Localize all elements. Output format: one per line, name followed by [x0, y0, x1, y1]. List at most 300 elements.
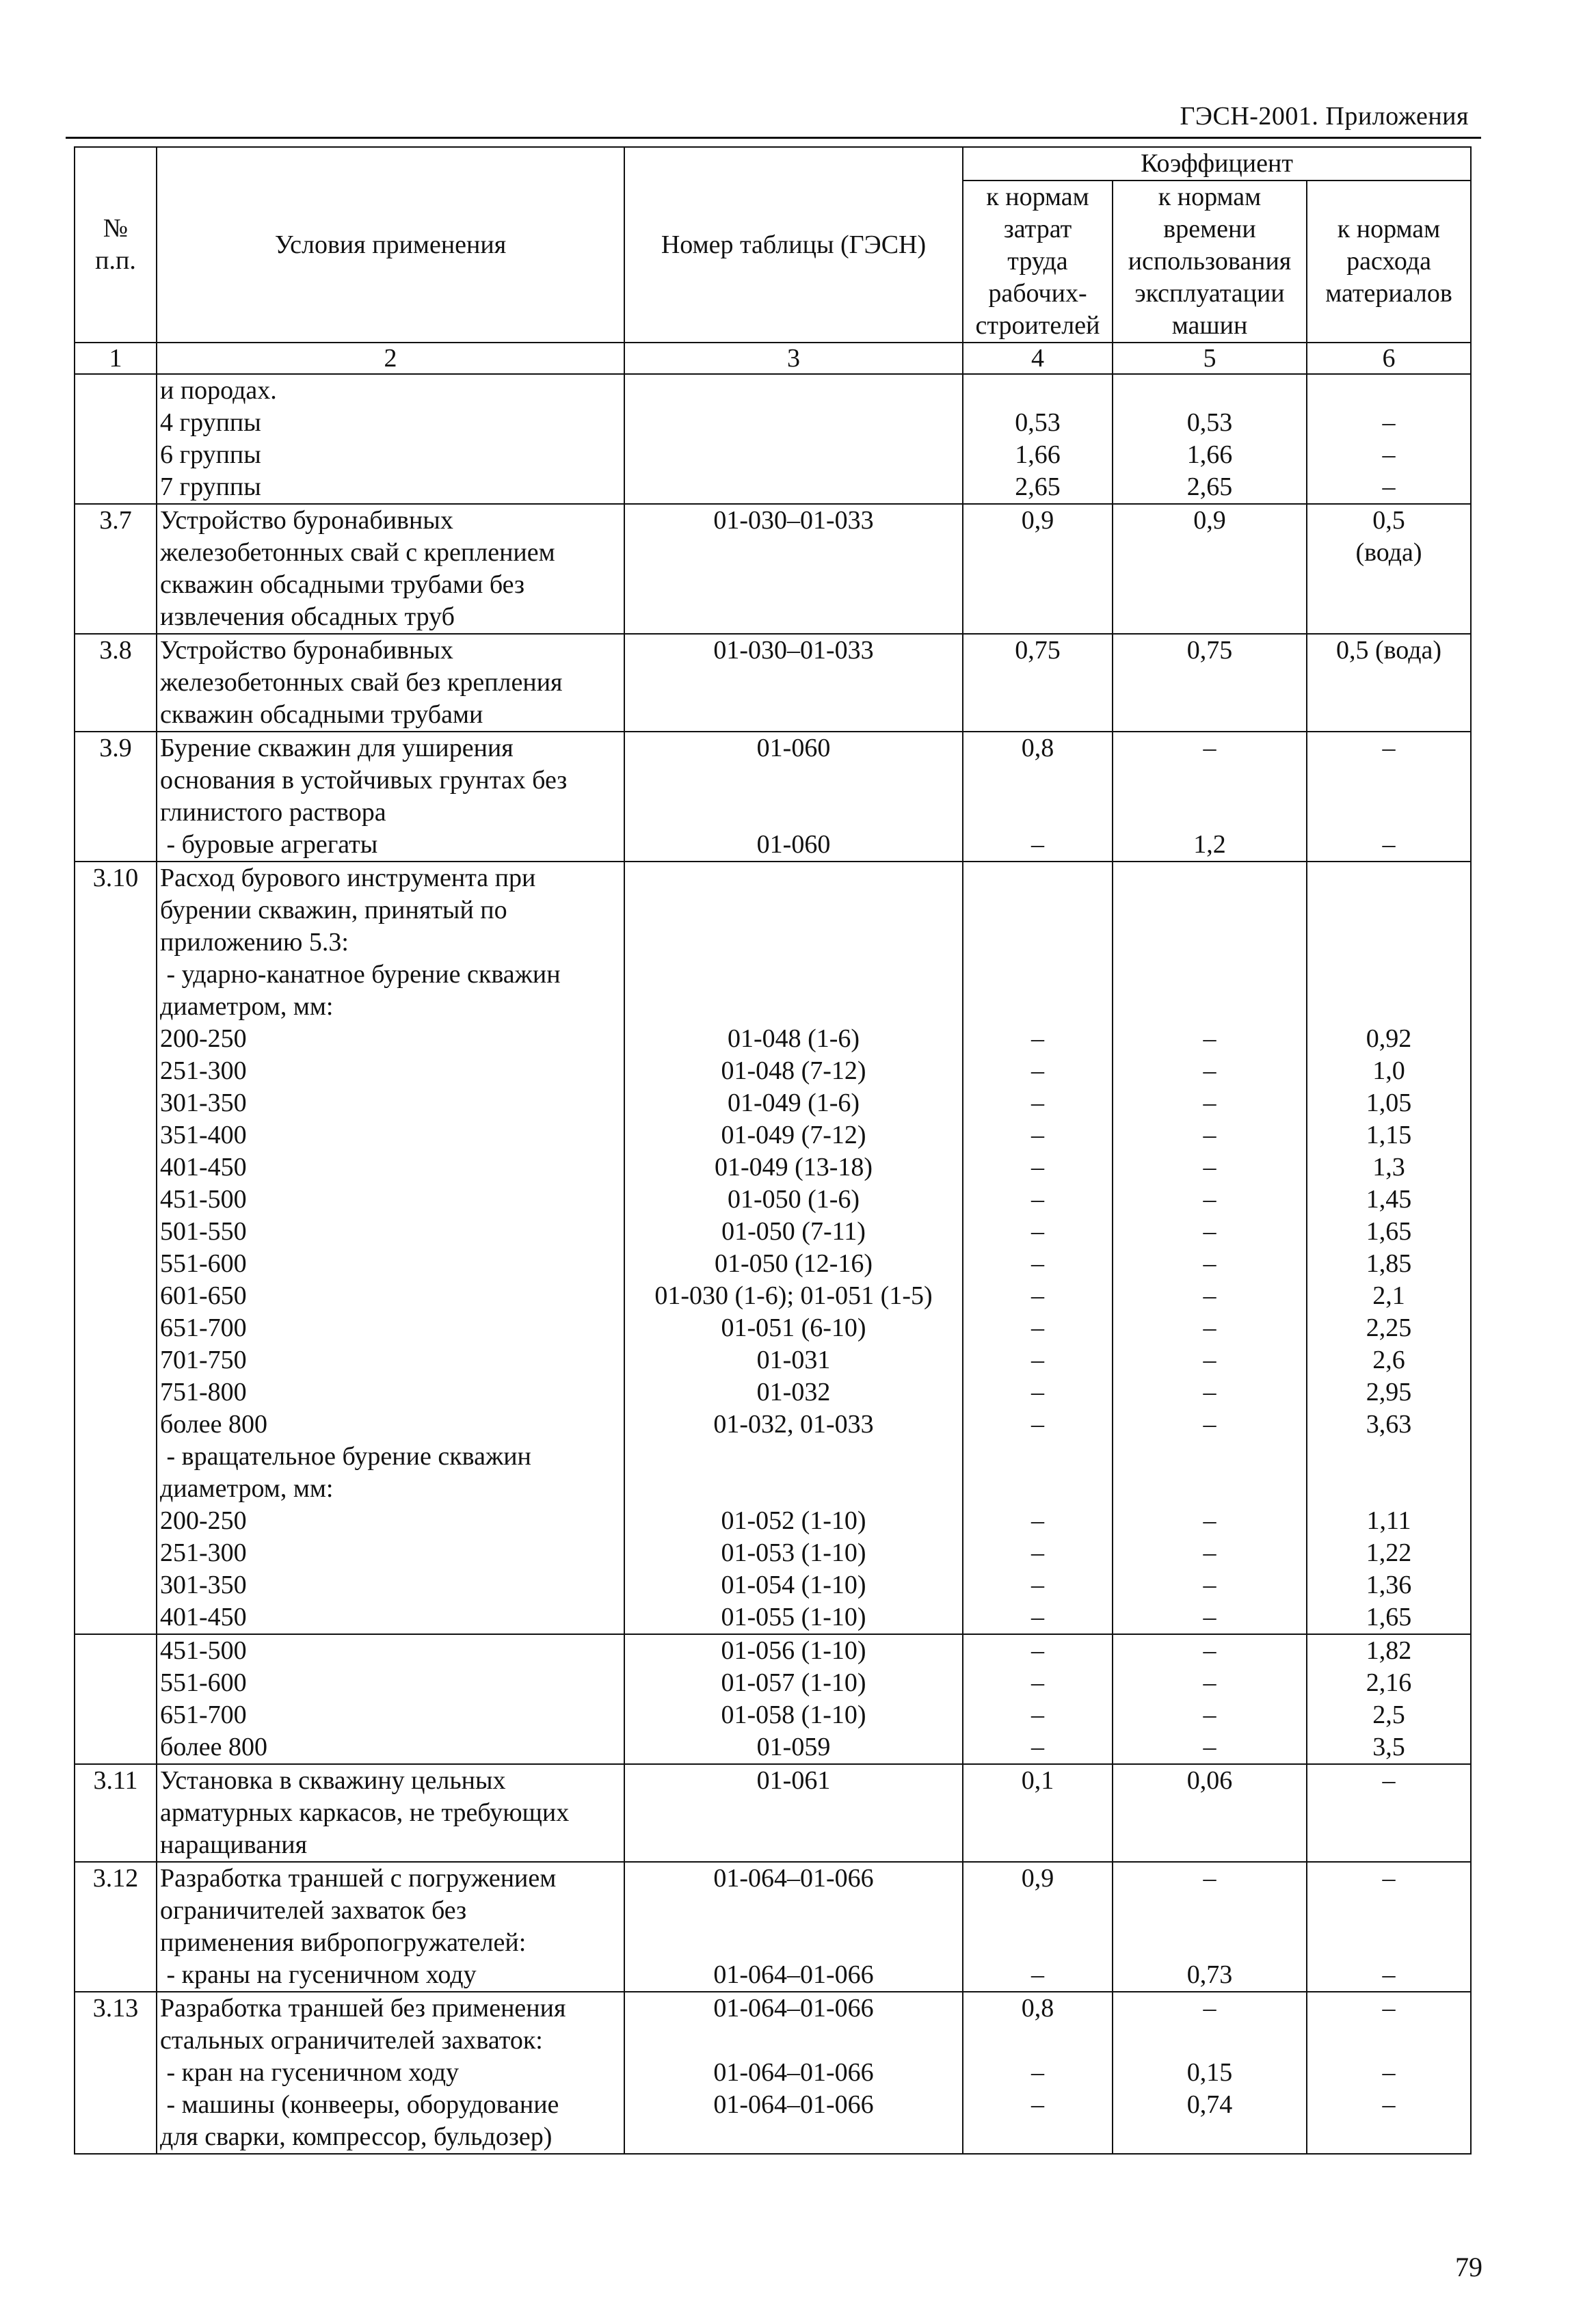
material-coef-line [1312, 1829, 1466, 1861]
labor-coef-cell [963, 732, 1113, 862]
material-coef-cell [1307, 1764, 1471, 1862]
material-coef-line: 2,6 [1372, 1346, 1405, 1374]
header-table-number-text: Номер таблицы (ГЭСН) [661, 230, 927, 259]
condition-line: 401-450 [160, 1153, 247, 1182]
material-coef-line [1312, 1927, 1466, 1959]
labor-coef-line [968, 569, 1108, 601]
labor-coef-line [968, 667, 1108, 699]
condition-cell [157, 634, 624, 732]
header-coefficient-text: Коэффициент [1141, 149, 1293, 178]
table-ref-line: 01-050 (1-6) [727, 1185, 860, 1214]
header-rule [66, 137, 1481, 139]
labor-coef-line: – [1031, 1506, 1044, 1535]
condition-line: арматурных каркасов, не требующих [160, 1798, 570, 1827]
machine-coef-line [1117, 375, 1302, 407]
material-coef-cell [1307, 504, 1471, 634]
header-conditions-text: Условия применения [274, 230, 507, 259]
condition-line: железобетонных свай без крепления [160, 668, 563, 697]
labor-coef-line [968, 1441, 1108, 1473]
material-coef-line: 1,65 [1366, 1217, 1412, 1246]
table-ref-line [629, 894, 958, 926]
labor-coef-line [968, 797, 1108, 829]
labor-coef-line: – [1031, 2058, 1044, 2087]
header-coefficient-group [963, 147, 1471, 181]
labor-coef-line: 0,8 [1021, 1994, 1054, 2023]
condition-cell [157, 1764, 624, 1862]
table-ref-cell [624, 1862, 963, 1992]
condition-line: 200-250 [160, 1506, 247, 1535]
machine-coef-line [1117, 959, 1302, 991]
header-labor [963, 181, 1113, 343]
machine-coef-line: – [1203, 1121, 1216, 1149]
labor-coef-line: – [1031, 1217, 1044, 1246]
table-ref-line [629, 2121, 958, 2153]
header-machines [1113, 181, 1307, 343]
table-row [75, 732, 1471, 862]
labor-coef-line: – [1031, 1668, 1044, 1697]
condition-line: 401-450 [160, 1603, 247, 1631]
page-number: 79 [1455, 2252, 1482, 2282]
labor-coef-line: – [1031, 1089, 1044, 1117]
labor-coef-line [968, 1927, 1108, 1959]
condition-cell [157, 1992, 624, 2154]
condition-line: 7 группы [160, 472, 261, 501]
condition-line: железобетонных свай с креплением [160, 538, 555, 567]
condition-line: приложению 5.3: [160, 928, 349, 957]
row-number: 3.13 [75, 1992, 157, 2154]
labor-coef-line: 0,75 [1015, 636, 1061, 665]
material-coef-line: – [1382, 2090, 1396, 2119]
material-coef-line [1312, 959, 1466, 991]
labor-coef-cell [963, 1992, 1113, 2154]
table-ref-cell [624, 634, 963, 732]
table-ref-line: 01-064–01-066 [713, 1960, 874, 1989]
condition-line: - кран на гусеничном ходу [160, 2058, 460, 2087]
condition-line: 601-650 [160, 1281, 247, 1310]
machine-coef-line: – [1203, 1864, 1216, 1893]
material-coef-line: 1,36 [1366, 1571, 1412, 1599]
labor-coef-line: – [1031, 830, 1044, 859]
labor-coef-line: – [1031, 1701, 1044, 1729]
header-labor-text: к нормам затрат труда рабочих- строителей [975, 183, 1100, 340]
labor-coef-line [968, 1473, 1108, 1505]
machine-coef-line: – [1203, 1410, 1216, 1439]
condition-line: диаметром, мм: [160, 1474, 334, 1503]
table-ref-line: 01-064–01-066 [713, 1864, 874, 1893]
table-row [75, 1862, 1471, 1992]
material-coef-line: 1,11 [1366, 1506, 1411, 1535]
table-row [75, 862, 1471, 1634]
table-ref-line [629, 667, 958, 699]
machine-coef-line [1117, 1829, 1302, 1861]
labor-coef-line: – [1031, 1410, 1044, 1439]
labor-coef-line: – [1031, 1121, 1044, 1149]
condition-line: 451-500 [160, 1185, 247, 1214]
labor-coef-line [968, 2121, 1108, 2153]
condition-cell [157, 1634, 624, 1764]
labor-coef-line: – [1031, 1538, 1044, 1567]
table-ref-line: 01-048 (1-6) [727, 1024, 860, 1053]
material-coef-line: 2,5 [1372, 1701, 1405, 1729]
material-coef-cell [1307, 862, 1471, 1634]
material-coef-line: 2,25 [1366, 1314, 1412, 1342]
labor-coef-line: 2,65 [1015, 472, 1061, 501]
machine-coef-line [1117, 991, 1302, 1023]
machine-coef-cell [1113, 862, 1307, 1634]
labor-coef-line: – [1031, 1636, 1044, 1665]
condition-cell [157, 374, 624, 504]
table-ref-line: 01-055 (1-10) [721, 1603, 866, 1631]
table-ref-line: 01-060 [756, 734, 831, 762]
labor-coef-cell [963, 1634, 1113, 1764]
condition-cell [157, 862, 624, 1634]
condition-line: 251-300 [160, 1538, 247, 1567]
row-number: 3.7 [75, 504, 157, 634]
header-conditions [157, 147, 624, 343]
machine-coef-line: – [1203, 1378, 1216, 1406]
table-ref-line [629, 699, 958, 731]
machine-coef-line: – [1203, 1153, 1216, 1182]
machine-coef-line: – [1203, 1636, 1216, 1665]
material-coef-line: – [1382, 1864, 1396, 1893]
material-coef-line [1312, 667, 1466, 699]
labor-coef-line: 0,53 [1015, 408, 1061, 437]
material-coef-line [1312, 699, 1466, 731]
table-ref-line: 01-064–01-066 [713, 2090, 874, 2119]
condition-line: применения вибропогружателей: [160, 1928, 527, 1957]
machine-coef-line [1117, 862, 1302, 894]
condition-line: 351-400 [160, 1121, 247, 1149]
table-row [75, 374, 1471, 504]
coefficients-table [74, 146, 1472, 2155]
labor-coef-line: – [1031, 1378, 1044, 1406]
material-coef-cell [1307, 732, 1471, 862]
header-materials-text: к нормам расхода материалов [1325, 215, 1452, 308]
condition-line: 451-500 [160, 1636, 247, 1665]
table-ref-cell [624, 504, 963, 634]
material-coef-line [1312, 601, 1466, 633]
machine-coef-line: – [1203, 1217, 1216, 1246]
machine-coef-line [1117, 894, 1302, 926]
material-coef-line [1312, 926, 1466, 959]
machine-coef-line: – [1203, 1314, 1216, 1342]
table-ref-line: 01-060 [756, 830, 831, 859]
machine-coef-cell [1113, 634, 1307, 732]
material-coef-line [1312, 2025, 1466, 2057]
labor-coef-line: – [1031, 1153, 1044, 1182]
material-coef-line [1312, 1473, 1466, 1505]
condition-line: 651-700 [160, 1701, 247, 1729]
labor-coef-line: – [1031, 1056, 1044, 1085]
machine-coef-line [1117, 764, 1302, 797]
labor-coef-line: 0,1 [1021, 1766, 1054, 1795]
material-coef-line: – [1382, 830, 1396, 859]
labor-coef-line: – [1031, 1603, 1044, 1631]
machine-coef-line: – [1203, 1571, 1216, 1599]
machine-coef-line: 0,53 [1186, 408, 1233, 437]
table-ref-cell [624, 374, 963, 504]
material-coef-cell [1307, 1862, 1471, 1992]
header-materials [1307, 181, 1471, 343]
table-row [75, 1634, 1471, 1764]
machine-coef-line [1117, 1927, 1302, 1959]
column-number-5: 5 [1113, 343, 1307, 374]
table-ref-line: 01-050 (12-16) [714, 1249, 873, 1278]
column-number-6: 6 [1307, 343, 1471, 374]
machine-coef-line [1117, 601, 1302, 633]
machine-coef-line: – [1203, 1668, 1216, 1697]
machine-coef-line [1117, 926, 1302, 959]
table-ref-line [629, 439, 958, 471]
material-coef-line: – [1382, 408, 1396, 437]
header-machines-text: к нормам времени использования эксплуатации машин [1128, 183, 1292, 340]
machine-coef-line: – [1203, 1506, 1216, 1535]
material-coef-line: 1,65 [1366, 1603, 1412, 1631]
labor-coef-line [968, 601, 1108, 633]
machine-coef-line: 0,9 [1193, 506, 1226, 535]
condition-line: 301-350 [160, 1571, 247, 1599]
machine-coef-line: 0,73 [1186, 1960, 1233, 1989]
table-ref-cell [624, 862, 963, 1634]
material-coef-line [1312, 862, 1466, 894]
material-coef-line: 1,22 [1366, 1538, 1412, 1567]
machine-coef-line [1117, 2121, 1302, 2153]
condition-line: 551-600 [160, 1668, 247, 1697]
material-coef-line [1312, 1895, 1466, 1927]
condition-line: Устройство буронабивных [160, 506, 453, 535]
material-coef-line: 1,0 [1372, 1056, 1405, 1085]
table-ref-line: 01-032 [756, 1378, 831, 1406]
labor-coef-cell [963, 504, 1113, 634]
machine-coef-line: 2,65 [1186, 472, 1233, 501]
table-ref-line: 01-049 (7-12) [721, 1121, 866, 1149]
table-ref-line [629, 569, 958, 601]
material-coef-line [1312, 375, 1466, 407]
labor-coef-cell [963, 1862, 1113, 1992]
table-ref-cell [624, 1764, 963, 1862]
condition-line: 301-350 [160, 1089, 247, 1117]
material-coef-cell [1307, 1634, 1471, 1764]
machine-coef-line [1117, 1895, 1302, 1927]
labor-coef-line: – [1031, 1346, 1044, 1374]
material-coef-cell [1307, 374, 1471, 504]
condition-line: стальных ограничителей захваток: [160, 2026, 543, 2055]
machine-coef-line: 1,2 [1193, 830, 1226, 859]
machine-coef-cell [1113, 732, 1307, 862]
labor-coef-line [968, 764, 1108, 797]
labor-coef-cell [963, 862, 1113, 1634]
table-ref-line: 01-050 (7-11) [721, 1217, 866, 1246]
machine-coef-cell [1113, 1862, 1307, 1992]
machine-coef-line [1117, 699, 1302, 731]
table-row [75, 1764, 1471, 1862]
table-ref-line: 01-054 (1-10) [721, 1571, 866, 1599]
machine-coef-cell [1113, 1634, 1307, 1764]
machine-coef-cell [1113, 1764, 1307, 1862]
machine-coef-line [1117, 667, 1302, 699]
labor-coef-line: 0,8 [1021, 734, 1054, 762]
condition-cell [157, 732, 624, 862]
condition-line: скважин обсадными трубами [160, 700, 483, 729]
condition-line: - вращательное бурение скважин [160, 1442, 531, 1471]
material-coef-line: 0,92 [1366, 1024, 1412, 1053]
material-coef-line: 1,3 [1372, 1153, 1405, 1182]
row-number: 3.8 [75, 634, 157, 732]
material-coef-line: 0,5 [1372, 506, 1405, 535]
labor-coef-line [968, 1797, 1108, 1829]
material-coef-line: (вода) [1355, 538, 1422, 567]
material-coef-line: 0,5 (вода) [1335, 636, 1442, 665]
condition-line: Разработка траншей без применения [160, 1994, 566, 2023]
labor-coef-line [968, 926, 1108, 959]
machine-coef-line [1117, 537, 1302, 569]
labor-coef-line: – [1031, 1571, 1044, 1599]
table-ref-line: 01-049 (1-6) [727, 1089, 860, 1117]
machine-coef-line [1117, 2025, 1302, 2057]
condition-line: глинистого раствора [160, 798, 386, 827]
condition-line: - ударно-канатное бурение скважин [160, 960, 561, 989]
material-coef-line: 1,45 [1366, 1185, 1412, 1214]
table-ref-line: 01-031 [756, 1346, 831, 1374]
table-ref-line [629, 1829, 958, 1861]
table-ref-line [629, 375, 958, 407]
machine-coef-line [1117, 1797, 1302, 1829]
labor-coef-cell [963, 1764, 1113, 1862]
condition-line: - краны на гусеничном ходу [160, 1960, 477, 1989]
table-ref-line [629, 601, 958, 633]
machine-coef-line [1117, 797, 1302, 829]
condition-line: - буровые агрегаты [160, 830, 378, 859]
labor-coef-line: – [1031, 2090, 1044, 2119]
table-ref-line: 01-057 (1-10) [721, 1668, 866, 1697]
condition-line: бурении скважин, принятый по [160, 896, 507, 924]
labor-coef-line [968, 1829, 1108, 1861]
material-coef-line: 3,5 [1372, 1733, 1405, 1761]
material-coef-line: – [1382, 440, 1396, 469]
condition-line: 751-800 [160, 1378, 247, 1406]
table-row [75, 634, 1471, 732]
machine-coef-line: – [1203, 1538, 1216, 1567]
material-coef-line: 2,16 [1366, 1668, 1412, 1697]
table-ref-line: 01-052 (1-10) [721, 1506, 866, 1535]
material-coef-line: 1,05 [1366, 1089, 1412, 1117]
condition-line: Бурение скважин для уширения [160, 734, 514, 762]
condition-line: 701-750 [160, 1346, 247, 1374]
labor-coef-line [968, 862, 1108, 894]
condition-line: основания в устойчивых грунтах без [160, 766, 568, 795]
material-coef-line: 1,82 [1366, 1636, 1412, 1665]
column-number-4: 4 [963, 343, 1113, 374]
table-ref-line [629, 797, 958, 829]
table-body [75, 374, 1471, 2154]
machine-coef-line: 0,75 [1186, 636, 1233, 665]
condition-cell [157, 1862, 624, 1992]
condition-line: для сварки, компрессор, бульдозер) [160, 2122, 553, 2151]
condition-line: ограничителей захваток без [160, 1896, 467, 1925]
table-ref-line [629, 537, 958, 569]
table-ref-line [629, 862, 958, 894]
material-coef-line [1312, 569, 1466, 601]
labor-coef-line: – [1031, 1185, 1044, 1214]
material-coef-line: – [1382, 734, 1396, 762]
condition-line: 501-550 [160, 1217, 247, 1246]
labor-coef-line: – [1031, 1733, 1044, 1761]
labor-coef-line [968, 2025, 1108, 2057]
table-ref-line: 01-030–01-033 [713, 506, 874, 535]
table-ref-cell [624, 1634, 963, 1764]
table-ref-line: 01-056 (1-10) [721, 1636, 866, 1665]
machine-coef-line: – [1203, 1733, 1216, 1761]
machine-coef-line: 1,66 [1186, 440, 1233, 469]
table-ref-line: 01-064–01-066 [713, 1994, 874, 2023]
condition-line: 651-700 [160, 1314, 247, 1342]
condition-line: Разработка траншей с погружением [160, 1864, 557, 1893]
machine-coef-line [1117, 1441, 1302, 1473]
table-ref-line [629, 959, 958, 991]
table-ref-line: 01-030 (1-6); 01-051 (1-5) [654, 1281, 933, 1310]
machine-coef-cell [1113, 374, 1307, 504]
condition-line: скважин обсадными трубами без [160, 570, 525, 599]
table-ref-line [629, 926, 958, 959]
machine-coef-line: 0,06 [1186, 1766, 1233, 1795]
machine-coef-cell [1113, 1992, 1307, 2154]
material-coef-line: 2,95 [1366, 1378, 1412, 1406]
table-ref-line: 01-053 (1-10) [721, 1538, 866, 1567]
table-ref-line: 01-061 [756, 1766, 831, 1795]
labor-coef-cell [963, 634, 1113, 732]
material-coef-line: – [1382, 1766, 1396, 1795]
table-ref-line [629, 407, 958, 439]
condition-line: наращивания [160, 1830, 308, 1859]
header-number [75, 147, 157, 343]
labor-coef-line [968, 1895, 1108, 1927]
material-coef-line [1312, 991, 1466, 1023]
row-number: 3.11 [75, 1764, 157, 1862]
machine-coef-line [1117, 1473, 1302, 1505]
table-ref-cell [624, 732, 963, 862]
condition-line: диаметром, мм: [160, 992, 334, 1021]
table-ref-line: 01-048 (7-12) [721, 1056, 866, 1085]
table-ref-line: 01-058 (1-10) [721, 1701, 866, 1729]
table-ref-line: 01-064–01-066 [713, 2058, 874, 2087]
table-ref-line: 01-032, 01-033 [713, 1410, 874, 1439]
table-row [75, 504, 1471, 634]
table-ref-line: 01-051 (6-10) [721, 1314, 866, 1342]
material-coef-line: – [1382, 1960, 1396, 1989]
condition-line: 4 группы [160, 408, 261, 437]
header-number-text: № п.п. [95, 214, 136, 275]
machine-coef-line: – [1203, 1089, 1216, 1117]
labor-coef-line [968, 699, 1108, 731]
material-coef-line: 3,63 [1366, 1410, 1412, 1439]
table-ref-line [629, 1473, 958, 1505]
column-number-1: 1 [75, 343, 157, 374]
material-coef-line [1312, 1441, 1466, 1473]
condition-line: - машины (конвееры, оборудование [160, 2090, 559, 2119]
material-coef-line [1312, 2121, 1466, 2153]
machine-coef-line: – [1203, 1024, 1216, 1053]
condition-line: Расход бурового инструмента при [160, 864, 536, 892]
condition-line: Устройство буронабивных [160, 636, 453, 665]
labor-coef-line: – [1031, 1024, 1044, 1053]
material-coef-line: – [1382, 1994, 1396, 2023]
row-number: 3.12 [75, 1862, 157, 1992]
condition-line: 251-300 [160, 1056, 247, 1085]
machine-coef-line: – [1203, 734, 1216, 762]
material-coef-line: 2,1 [1372, 1281, 1405, 1310]
material-coef-line [1312, 797, 1466, 829]
machine-coef-line: – [1203, 1056, 1216, 1085]
